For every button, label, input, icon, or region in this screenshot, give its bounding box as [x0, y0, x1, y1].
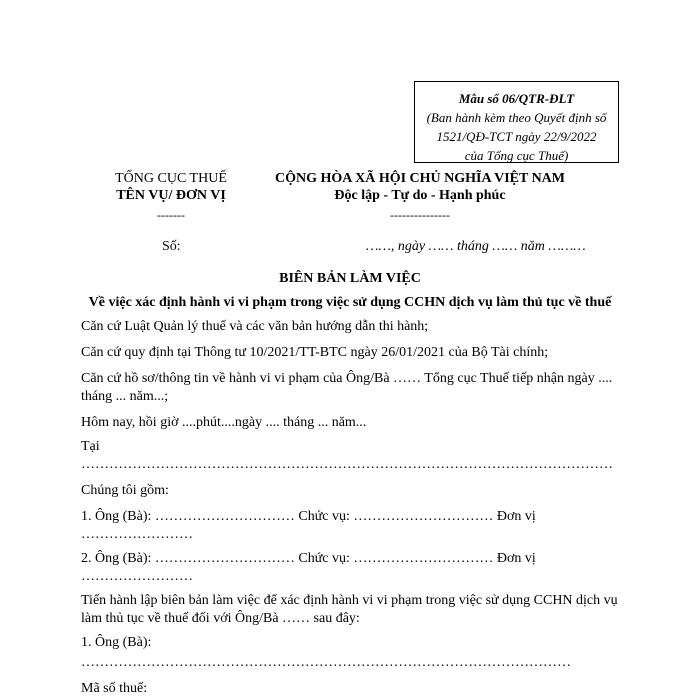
document-subtitle: Về việc xác định hành vi vi phạm trong việc sử dụng CCHN dịch vụ làm thủ tục về thuế [88, 295, 612, 310]
tax-code-label: Mã số thuế: [81, 681, 148, 696]
form-reference-line: (Ban hành kèm theo Quyết định số [426, 110, 607, 125]
document-title: BIÊN BẢN LÀM VIỆC [279, 271, 421, 286]
proceeding-statement: Tiến hành lập biên bản làm việc để xác định hành vi vi phạm trong việc sử dụng CCHN dịch vụ [81, 593, 618, 608]
proceeding-statement-cont: làm thủ tục về thuế đối với Ông/Bà …… sau đây: [81, 611, 360, 626]
location-dots: …………………………………………………………………………………………………… [81, 457, 613, 472]
place-date-line: ……, ngày …… tháng …… năm ……… [366, 239, 586, 254]
form-code: Mẫu số 06/QTR-ĐLT [458, 91, 575, 106]
attendees-heading: Chúng tôi gồm: [81, 483, 169, 498]
attendee-2-cont: …………………… [81, 569, 193, 584]
agency-name: TỔNG CỤC THUẾ [115, 171, 227, 186]
attendee-2: 2. Ông (Bà): ………………………… Chức vụ: ………………………… Đơn vị [81, 551, 536, 566]
form-reference-box [414, 81, 619, 163]
form-reference-line: 1521/QĐ-TCT ngày 22/9/2022 [436, 129, 597, 144]
meeting-time: Hôm nay, hồi giờ ....phút....ngày .... tháng ... năm... [81, 415, 367, 430]
left-header-rule: ------- [157, 208, 185, 222]
subject-person-dots: …………………………………………………………………………………………… [81, 655, 571, 670]
location-label: Tại [81, 439, 100, 454]
legal-basis-3: Căn cứ hồ sơ/thông tin về hành vi vi phạm của Ông/Bà …… Tổng cục Thuế tiếp nhận ngày .... [81, 371, 613, 386]
legal-basis-1: Căn cứ Luật Quản lý thuế và các văn bản hướng dẫn thi hành; [81, 319, 429, 334]
attendee-1-cont: …………………… [81, 527, 193, 542]
unit-name: TÊN VỤ/ ĐƠN VỊ [116, 188, 226, 203]
legal-basis-2: Căn cứ quy định tại Thông tư 10/2021/TT-BTC ngày 26/01/2021 của Bộ Tài chính; [81, 345, 549, 360]
form-reference-line: của Tổng cục Thuế) [464, 148, 569, 163]
right-header-rule: --------------- [390, 208, 450, 222]
legal-basis-3-cont: tháng ... năm...; [81, 389, 169, 404]
subject-person: 1. Ông (Bà): [81, 635, 152, 650]
nation-title: CỘNG HÒA XÃ HỘI CHỦ NGHĨA VIỆT NAM [274, 171, 565, 186]
document-number-label: Số: [162, 239, 181, 254]
national-motto: Độc lập - Tự do - Hạnh phúc [334, 188, 506, 203]
attendee-1: 1. Ông (Bà): ………………………… Chức vụ: ………………………… Đơn vị [81, 509, 536, 524]
